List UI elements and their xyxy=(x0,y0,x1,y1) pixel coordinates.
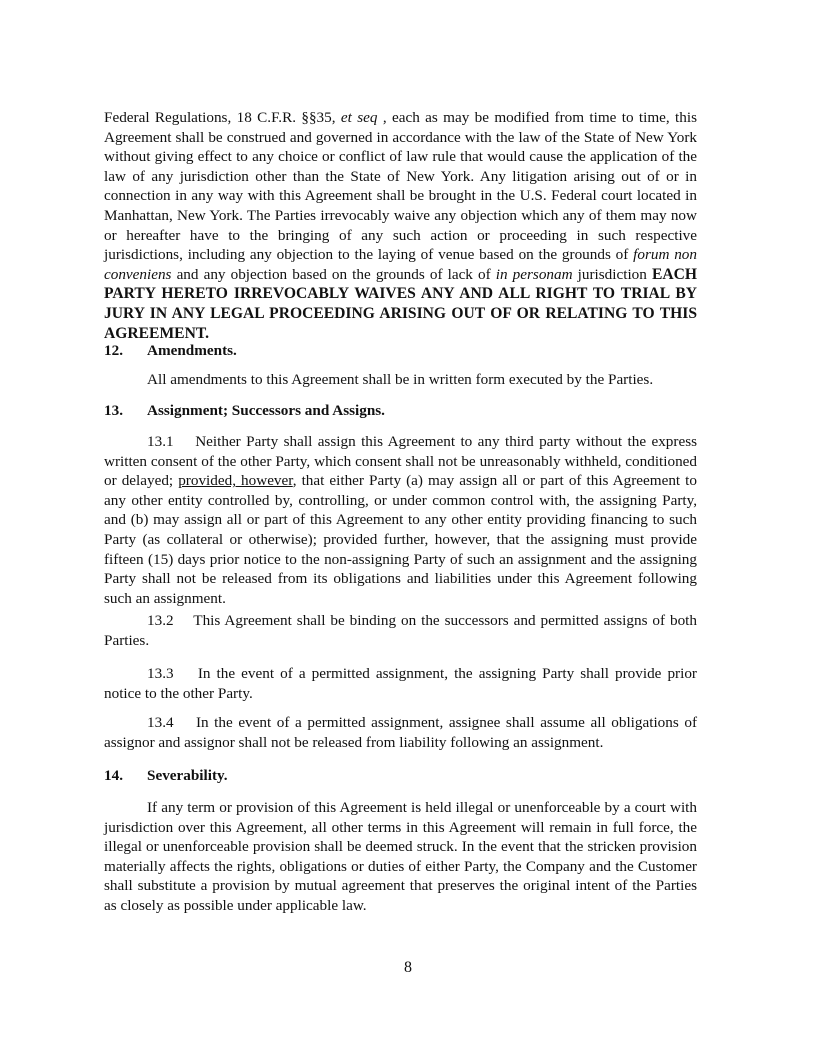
italic-run: et seq xyxy=(340,109,378,126)
paragraph-13-1 xyxy=(104,432,697,608)
section-title: Severability. xyxy=(147,767,228,784)
section-number: 13. xyxy=(104,402,123,419)
text-run: and any objection based on the grounds of lack of xyxy=(171,265,496,283)
text-run: , that either Party (a) may assign all or part of this Agreement to any other entity controlled by, controlling, or under common control with, the assigning Party, and (b) may assign all or part of this Agreement to any other entity providing financing to such Party (as collateral or otherwise); provided further, however, that the assigning must provide fifteen (15) days prior notice to the non-assigning Party of such an assignment and the assigning Party shall not be released from its obligations and liabilities under this Agreement following such an assignment. xyxy=(104,472,697,607)
text-run: jurisdiction xyxy=(572,265,652,283)
paragraph-number: 13.1 xyxy=(147,433,174,450)
section-12-heading xyxy=(104,341,237,361)
text-run: , each as may be modified from time to time, this Agreement shall be construed and governed in accordance with the law of the State of New York without giving effect to any choice or conflict of law rule that would cause the application of the law of any jurisdiction other than the State of New York. Any litigation arising out of or in connection in any way with this Agreement shall be brought in the U.S. Federal court located in Manhattan, New York. The Parties irrevocably waive any objection which any of them may now or hereafter have to the bringing of any such action or proceeding in such respective jurisdictions, including any objection to the laying of venue based on the grounds of xyxy=(104,109,697,264)
underlined-run: provided, however xyxy=(178,472,293,490)
section-title: Assignment; Successors and Assigns. xyxy=(147,402,385,419)
paragraph-number: 13.2 xyxy=(147,612,174,629)
text-run: Neither Party shall assign this Agreement to any third party without the express written consent of the other Party, which consent shall not be unreasonably withheld, conditioned or delayed; xyxy=(104,433,698,490)
section-number: 12. xyxy=(104,342,123,359)
section-12-text: All amendments to this Agreement shall be in written form executed by the Parties. xyxy=(147,371,654,388)
text-run: In the event of a permitted assignment, the assigning Party shall provide prior notice to the other Party. xyxy=(104,665,697,702)
section-number: 14. xyxy=(104,767,123,784)
paragraph-number: 13.3 xyxy=(147,665,174,682)
governing-law-continuation xyxy=(104,108,697,343)
section-14-text: If any term or provision of this Agreement is held illegal or unenforceable by a court with jurisdiction over this Agreement, all other terms in this Agreement will remain in full force, the illegal or unenforceable provision shall be deemed struck. In the event that the stricken provision materially affects the rights, obligations or duties of either Party, the Company and the Customer shall substitute a provision by mutual agreement that preserves the original intent of the Parties as closely as possible under applicable law. xyxy=(104,799,697,914)
jury-waiver-text: EACH PARTY HERETO IRREVOCABLY WAIVES ANY AND ALL RIGHT TO TRIAL BY JURY IN ANY LEGAL PROCEEDING ARISING OUT OF OR RELATING TO THIS AGREEMENT. xyxy=(104,265,698,342)
text-run: In the event of a permitted assignment, assignee shall assume all obligations of assignor and assignor shall not be released from liability following an assignment. xyxy=(104,714,697,751)
paragraph-number: 13.4 xyxy=(147,714,174,731)
text-run: This Agreement shall be binding on the successors and permitted assigns of both Parties. xyxy=(104,612,697,649)
paragraph-13-3 xyxy=(104,664,697,703)
italic-run: in personam xyxy=(495,265,573,283)
text-run: Federal Regulations, 18 C.F.R. §§35, xyxy=(104,109,341,126)
page-number: 8 xyxy=(404,959,412,976)
paragraph-13-2 xyxy=(104,611,697,650)
italic-run: forum non conveniens xyxy=(104,246,697,283)
section-13-heading xyxy=(104,401,385,421)
paragraph-13-4 xyxy=(104,713,697,752)
section-14-heading xyxy=(104,766,228,786)
section-title: Amendments. xyxy=(147,342,237,359)
